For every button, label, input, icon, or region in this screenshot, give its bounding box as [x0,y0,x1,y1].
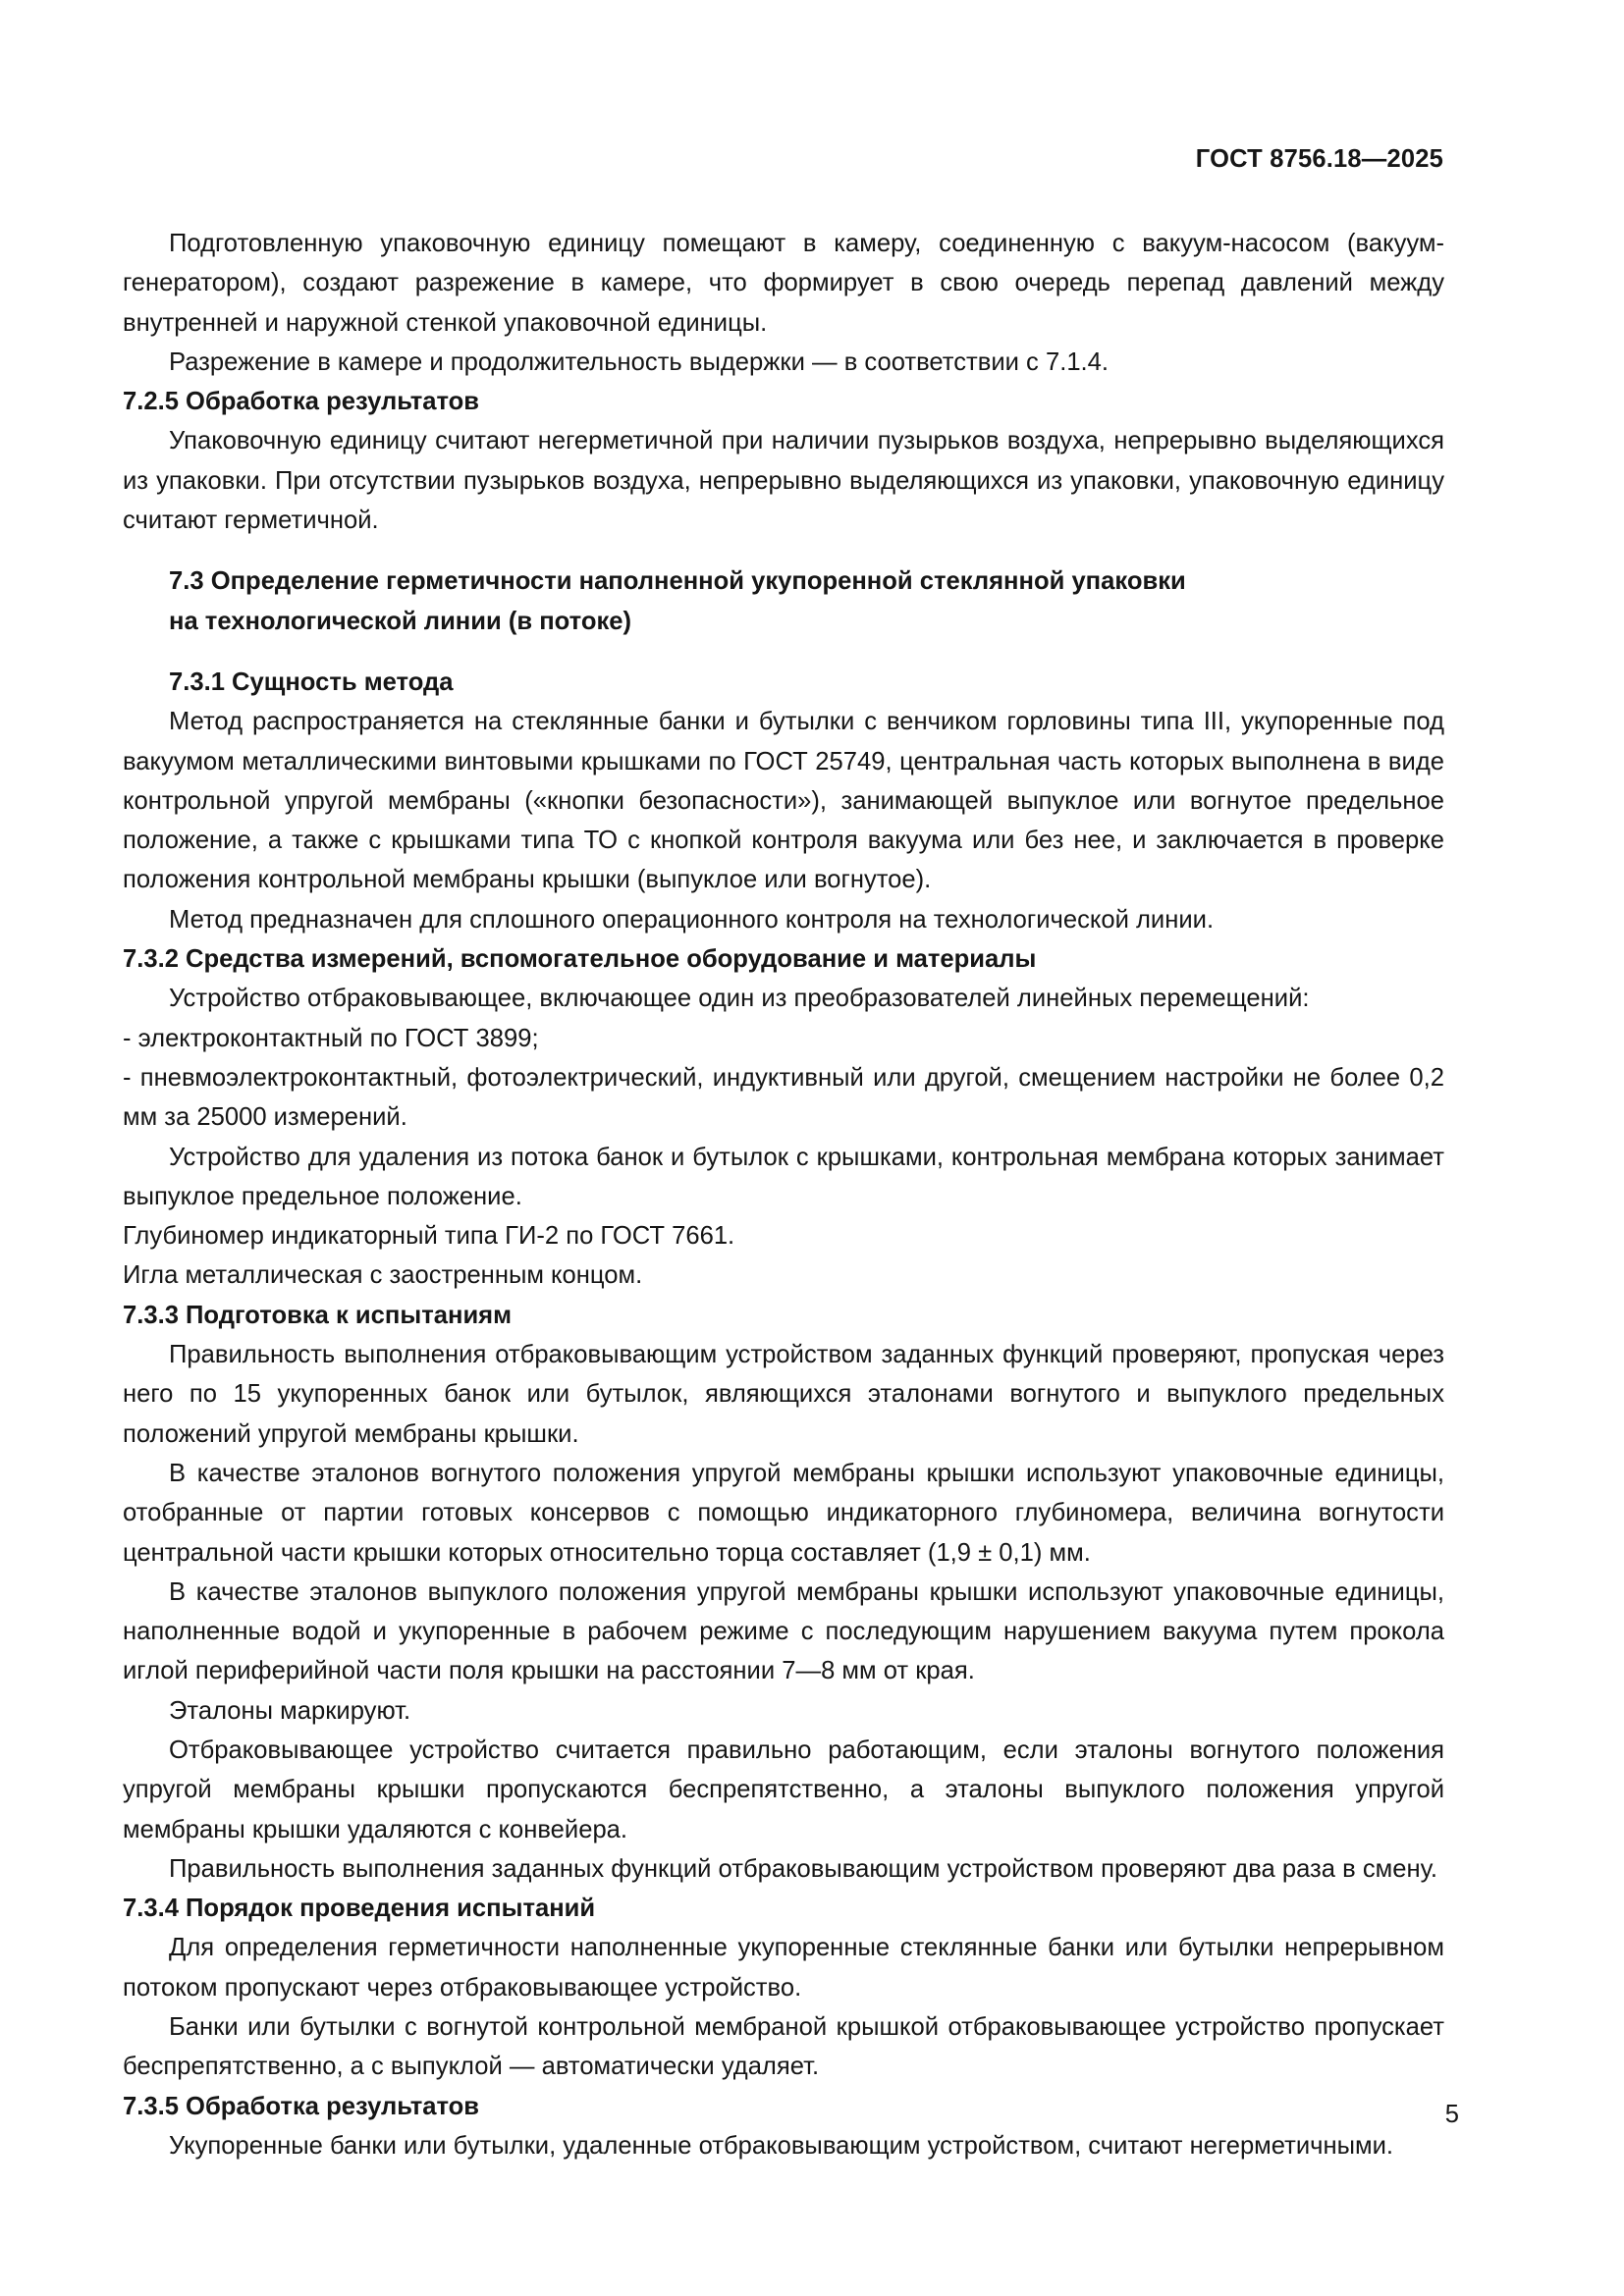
paragraph-chamber-preparation: Подготовленную упаковочную единицу помещают в камеру, соединенную с вакуум-насосом (вакуум-генератором), создают разрежение в камере, что формирует в свою очередь перепад давлений между внутренней и наружной стенкой упаковочной единицы. [123,230,1444,337]
list-item-transducer-other: - пневмоэлектроконтактный, фотоэлектрический, индуктивный или другой, смещением настройки не более 0,2 мм за 25000 измерений. [123,1063,1444,1132]
list-item-transducer-electrocontact: - электроконтактный по ГОСТ 3899; [123,1024,539,1052]
paragraph-7-3-5-results: Укупоренные банки или бутылки, удаленные отбраковывающим устройством, считают негерметичными. [169,2131,1394,2160]
heading-7-3-3: 7.3.3 Подготовка к испытаниям [123,1301,513,1329]
page-number: 5 [1444,2101,1459,2128]
heading-7-3-1: 7.3.1 Сущность метода [169,667,454,696]
paragraph-7-3-4-pass-or-reject: Банки или бутылки с вогнутой контрольной мембраной крышкой отбраковывающее устройство пропускает беспрепятственно, а с выпуклой — автоматически удаляет. [123,2013,1444,2081]
heading-7-3-2: 7.3.2 Средства измерений, вспомогательное оборудование и материалы [123,945,1037,974]
heading-7-3-5: 7.3.5 Обработка результатов [123,2092,480,2120]
paragraph-7-3-2-sorting-device: Устройство отбраковывающее, включающее один из преобразователей линейных перемещений: [169,985,1310,1013]
paragraph-7-3-2-depth-gauge: Глубиномер индикаторный типа ГИ-2 по ГОСТ 7661. [123,1222,735,1251]
paragraph-7-2-5-results: Упаковочную единицу считают негерметичной при наличии пузырьков воздуха, непрерывно выделяющихся из упаковки. При отсутствии пузырьков воздуха, непрерывно выделяющихся из упаковки, упаковочную единицу считают герметичной. [123,427,1444,535]
heading-7-3-line1: 7.3 Определение герметичности наполненной укупоренной стеклянной упаковки [169,567,1186,596]
paragraph-7-3-1-method-scope: Метод распространяется на стеклянные банки и бутылки с венчиком горловины типа III, укупоренные под вакуумом металлическими винтовыми крышками по ГОСТ 25749, центральная часть которых выполнена в виде контрольной упругой мембраны («кнопки безопасности»), занимающей выпуклое или вогнутое предельное положение, а также с крышками типа ТО с кнопкой контроля вакуума или без нее, и заключается в проверке положения контрольной мембраны крышки (выпуклое или вогнутое). [123,708,1444,894]
heading-7-2-5: 7.2.5 Обработка результатов [123,388,480,416]
paragraph-7-3-2-removal-device: Устройство для удаления из потока банок и бутылок с крышками, контрольная мембрана которых занимает выпуклое предельное положение. [123,1143,1444,1210]
paragraph-7-3-1-method-purpose: Метод предназначен для сплошного операционного контроля на технологической линии. [169,905,1215,934]
paragraph-vacuum-reference: Разрежение в камере и продолжительность выдержки — в соответствии с 7.1.4. [169,347,1110,376]
section-spacer-2 [123,641,1444,663]
section-spacer [123,540,1444,561]
heading-7-3-4: 7.3.4 Порядок проведения испытаний [123,1895,596,1923]
paragraph-7-3-3-convex-standards: В качестве эталонов выпуклого положения упругой мембраны крышки используют упаковочные единицы, наполненные водой и укупоренные в рабочем режиме с последующим нарушением вакуума путем прокола иглой периферийной части поля крышки на расстоянии 7—8 мм от края. [123,1577,1444,1685]
paragraph-7-3-3-correct-operation: Отбраковывающее устройство считается правильно работающим, если эталоны вогнутого положения упругой мембраны крышки пропускаются беспрепятственно, а эталоны выпуклого положения упругой мембраны крышки удаляются с конвейера. [123,1735,1444,1843]
paragraph-7-3-3-twice-per-shift: Правильность выполнения заданных функций отбраковывающим устройством проверяют два раза в смену. [169,1854,1437,1883]
running-header-standard-id: ГОСТ 8756.18—2025 [1195,145,1443,173]
paragraph-7-3-3-concave-standards: В качестве эталонов вогнутого положения упругой мембраны крышки используют упаковочные единицы, отобранные от партии готовых консервов с помощью индикаторного глубиномера, величина вогнутости центральной части крышки которых относительно торца составляет (1,9 ± 0,1) мм. [123,1459,1444,1567]
paragraph-7-3-4-continuous-flow: Для определения герметичности наполненные укупоренные стеклянные банки или бутылки непрерывном потоком пропускают через отбраковывающее устройство. [123,1934,1444,2002]
paragraph-7-3-3-function-check: Правильность выполнения отбраковывающим устройством заданных функций проверяют, пропуская через него по 15 укупоренных банок или бутылок, являющихся эталонами вогнутого и выпуклого предельных положений упругой мембраны крышки. [123,1341,1444,1448]
heading-7-3-line2: на технологической линии (в потоке) [169,607,632,635]
page-content [123,224,1444,2165]
paragraph-7-3-2-needle: Игла металлическая с заостренным концом. [123,1261,643,1290]
paragraph-7-3-3-marking: Эталоны маркируют. [169,1696,411,1725]
